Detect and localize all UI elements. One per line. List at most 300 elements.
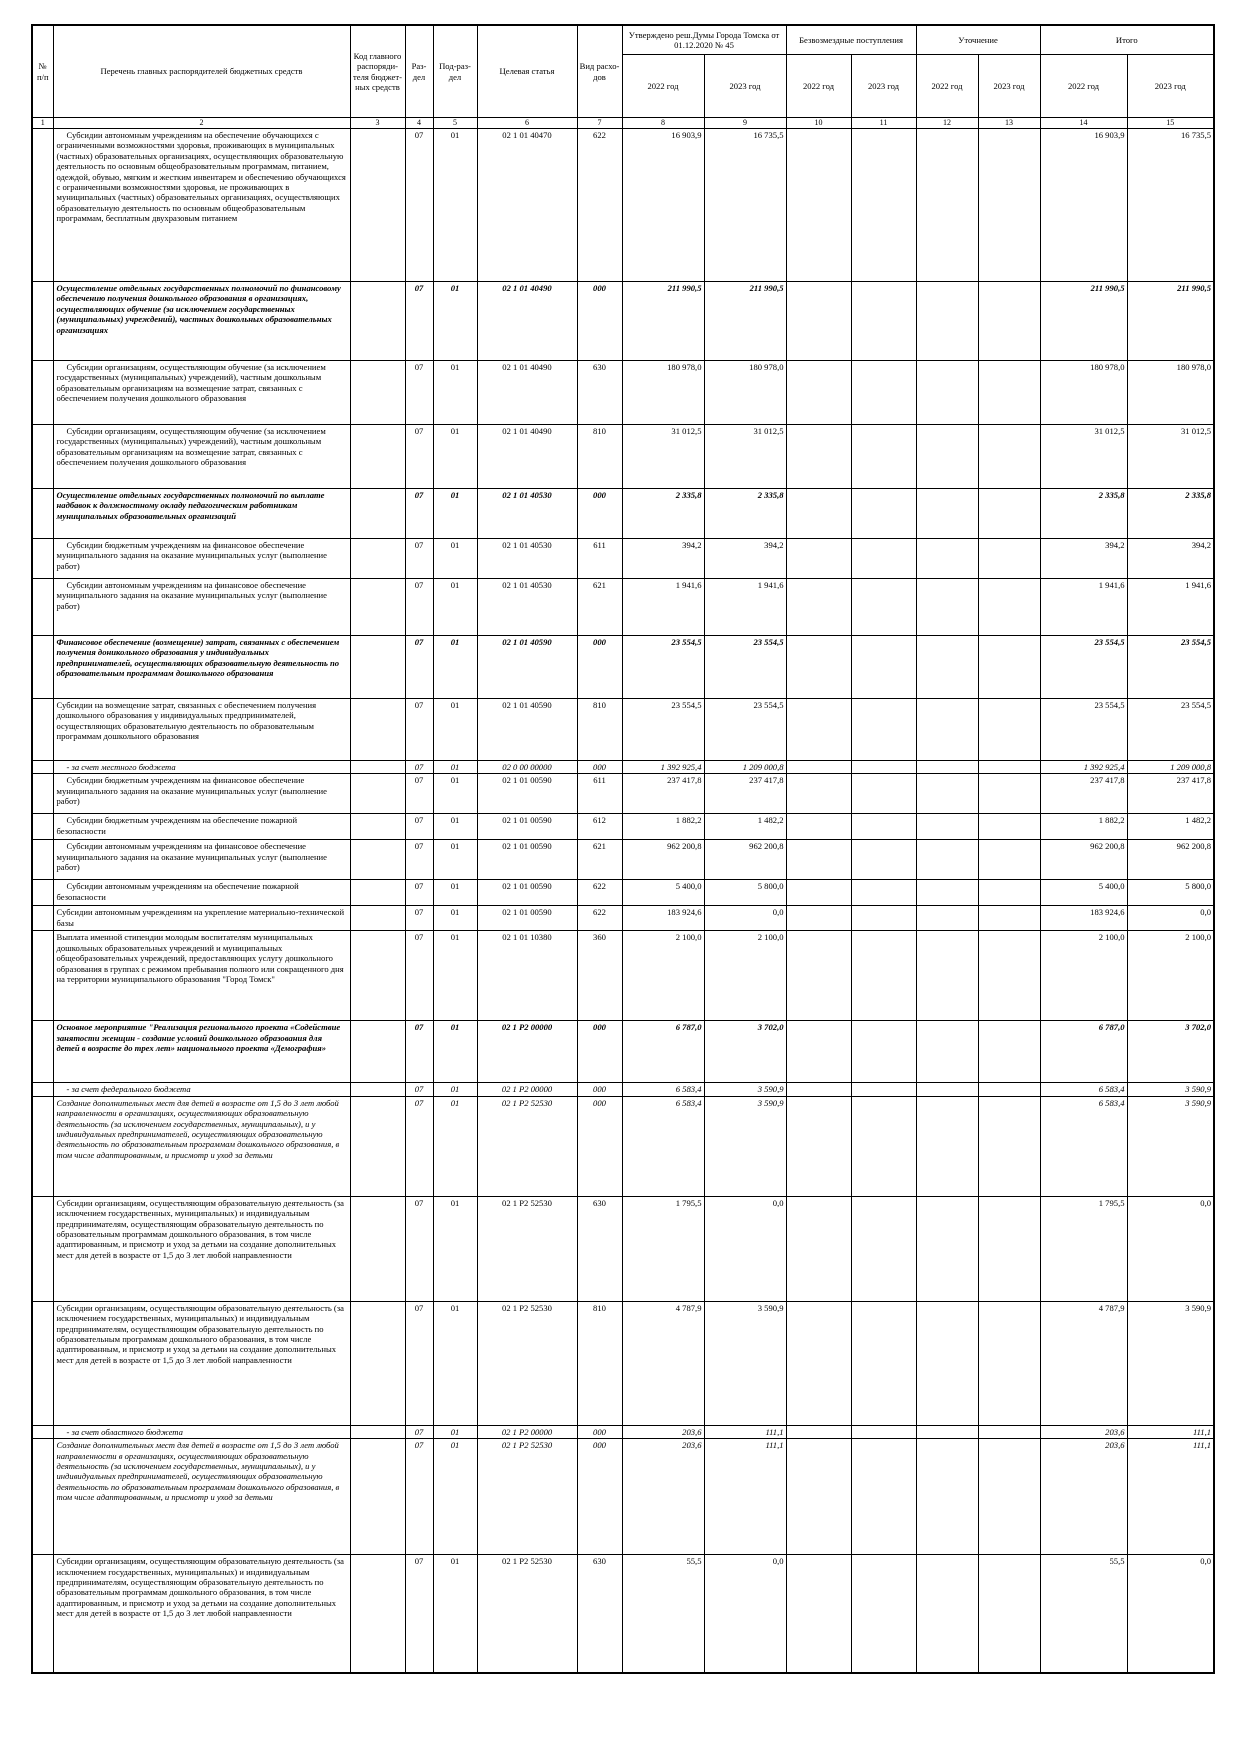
row-clarification-2022: [916, 636, 978, 699]
row-code: [350, 1021, 405, 1083]
row-total-2022: 6 583,4: [1040, 1096, 1127, 1196]
row-razdel: 07: [405, 636, 433, 699]
row-approved-2022: 55,5: [622, 1555, 704, 1673]
row-gratuitous-2022: [786, 425, 851, 489]
row-name: Субсидии организациям, осуществляющим образовательную деятельность (за исключением государственных, муниципальных) и индивидуальным предпринимателям, осуществляющим образовательную деятельность по образовательным программам дошкольного образования, в том числе адаптированным, и присмотр и уход за детьми на создание дополнительных мест для детей в возрасте от 1,5 до 3 лет любой направленности: [53, 1555, 350, 1673]
row-name: Субсидии автономным учреждениям на обеспечение пожарной безопасности: [53, 880, 350, 906]
row-name: - за счет областного бюджета: [53, 1425, 350, 1438]
table-row: [32, 489, 1214, 539]
row-total-2023: 1 209 000,8: [1127, 761, 1214, 774]
row-approved-2022: 180 978,0: [622, 361, 704, 425]
row-approved-2023: 2 335,8: [704, 489, 786, 539]
row-total-2022: 180 978,0: [1040, 361, 1127, 425]
row-name: Субсидии бюджетным учреждениям на обеспечение пожарной безопасности: [53, 814, 350, 840]
row-approved-2023: 180 978,0: [704, 361, 786, 425]
row-total-2023: 0,0: [1127, 906, 1214, 931]
row-podrazdel: 01: [433, 361, 477, 425]
row-clarification-2023: [978, 906, 1040, 931]
table-row: [32, 579, 1214, 636]
row-num: [32, 1021, 53, 1083]
row-total-2023: 16 735,5: [1127, 129, 1214, 282]
row-gratuitous-2022: [786, 1096, 851, 1196]
row-approved-2023: 0,0: [704, 1555, 786, 1673]
row-razdel: 07: [405, 579, 433, 636]
row-gratuitous-2022: [786, 539, 851, 579]
row-target: 02 1 P2 00000: [477, 1425, 577, 1438]
row-target: 02 1 01 40490: [477, 361, 577, 425]
row-approved-2022: 2 335,8: [622, 489, 704, 539]
header-clarification-2023: 2023 год: [978, 55, 1040, 118]
row-gratuitous-2023: [851, 1083, 916, 1096]
row-num: [32, 129, 53, 282]
header-total: Итого: [1040, 25, 1214, 55]
row-approved-2022: 16 903,9: [622, 129, 704, 282]
row-vid: 000: [577, 1083, 622, 1096]
column-number: 11: [851, 118, 916, 129]
row-total-2023: 2 335,8: [1127, 489, 1214, 539]
row-total-2023: 237 417,8: [1127, 774, 1214, 814]
budget-table-sheet: [31, 24, 1213, 1674]
table-body: [32, 129, 1214, 1673]
row-podrazdel: 01: [433, 774, 477, 814]
row-target: 02 1 01 00590: [477, 814, 577, 840]
row-clarification-2023: [978, 1096, 1040, 1196]
row-gratuitous-2023: [851, 1301, 916, 1425]
row-total-2023: 0,0: [1127, 1555, 1214, 1673]
row-num: [32, 539, 53, 579]
row-clarification-2022: [916, 774, 978, 814]
row-clarification-2022: [916, 906, 978, 931]
row-approved-2022: 31 012,5: [622, 425, 704, 489]
row-gratuitous-2022: [786, 1021, 851, 1083]
row-clarification-2023: [978, 699, 1040, 761]
row-podrazdel: 01: [433, 129, 477, 282]
row-total-2022: 23 554,5: [1040, 636, 1127, 699]
row-clarification-2023: [978, 880, 1040, 906]
row-total-2023: 23 554,5: [1127, 636, 1214, 699]
row-total-2022: 23 554,5: [1040, 699, 1127, 761]
header-vid: Вид расхо-дов: [577, 25, 622, 118]
row-gratuitous-2023: [851, 699, 916, 761]
row-clarification-2023: [978, 282, 1040, 361]
row-clarification-2022: [916, 840, 978, 880]
row-podrazdel: 01: [433, 1555, 477, 1673]
row-name: Субсидии организациям, осуществляющим обучение (за исключением государственных (муниципальных) учреждений), частным дошкольным образовательным организациям на возмещение затрат, связанных с обеспечением получения дошкольного образования: [53, 425, 350, 489]
header-razdel: Раз-дел: [405, 25, 433, 118]
row-target: 02 1 01 40490: [477, 425, 577, 489]
row-clarification-2022: [916, 1425, 978, 1438]
row-approved-2023: 111,1: [704, 1439, 786, 1555]
row-target: 02 1 01 00590: [477, 880, 577, 906]
row-code: [350, 699, 405, 761]
row-clarification-2022: [916, 814, 978, 840]
row-approved-2023: 16 735,5: [704, 129, 786, 282]
column-number: 3: [350, 118, 405, 129]
row-vid: 000: [577, 282, 622, 361]
row-clarification-2023: [978, 1196, 1040, 1301]
row-razdel: 07: [405, 1196, 433, 1301]
row-gratuitous-2023: [851, 1555, 916, 1673]
column-number: 1: [32, 118, 53, 129]
row-razdel: 07: [405, 539, 433, 579]
row-gratuitous-2022: [786, 761, 851, 774]
row-gratuitous-2023: [851, 129, 916, 282]
header-clarification: Уточнение: [916, 25, 1040, 55]
row-podrazdel: 01: [433, 1196, 477, 1301]
row-clarification-2022: [916, 1439, 978, 1555]
row-approved-2022: 203,6: [622, 1425, 704, 1438]
table-row: [32, 539, 1214, 579]
row-num: [32, 1196, 53, 1301]
row-gratuitous-2022: [786, 1425, 851, 1438]
row-total-2023: 2 100,0: [1127, 931, 1214, 1021]
row-gratuitous-2022: [786, 880, 851, 906]
row-approved-2023: 394,2: [704, 539, 786, 579]
row-podrazdel: 01: [433, 282, 477, 361]
row-clarification-2022: [916, 489, 978, 539]
row-name: Субсидии автономным учреждениям на обеспечение обучающихся с ограниченными возможностями здоровья, проживающих в муниципальных (частных) образовательных организациях, осуществляющих образовательную деятельность по основным общеобразовательным программам, питанием, одеждой, обувью, мягким и жестким инвентарем и обеспечению обучающихся с ограниченными возможностями здоровья, не проживающих в муниципальных (частных) образовательных организациях, осуществляющих образовательную деятельность по основным общеобразовательным программам, бесплатным двухразовым питанием: [53, 129, 350, 282]
row-razdel: 07: [405, 1083, 433, 1096]
table-row: [32, 425, 1214, 489]
row-vid: 000: [577, 636, 622, 699]
row-clarification-2022: [916, 1021, 978, 1083]
row-gratuitous-2023: [851, 761, 916, 774]
column-number: 14: [1040, 118, 1127, 129]
row-target: 02 1 01 40530: [477, 539, 577, 579]
row-approved-2023: 3 590,9: [704, 1301, 786, 1425]
row-name: Субсидии на возмещение затрат, связанных с обеспечением получения дошкольного образования у индивидуальных предпринимателей, осуществляющих образовательную деятельность по образовательным программам дошкольного образования: [53, 699, 350, 761]
row-total-2023: 111,1: [1127, 1425, 1214, 1438]
row-clarification-2022: [916, 761, 978, 774]
row-vid: 621: [577, 579, 622, 636]
row-clarification-2023: [978, 489, 1040, 539]
row-total-2022: 211 990,5: [1040, 282, 1127, 361]
row-razdel: 07: [405, 1555, 433, 1673]
row-total-2023: 1 482,2: [1127, 814, 1214, 840]
row-razdel: 07: [405, 1439, 433, 1555]
row-total-2022: 2 100,0: [1040, 931, 1127, 1021]
table-row: [32, 840, 1214, 880]
row-razdel: 07: [405, 425, 433, 489]
row-approved-2022: 23 554,5: [622, 699, 704, 761]
column-number: 7: [577, 118, 622, 129]
column-numbers-row: [32, 118, 1214, 129]
row-target: 02 1 01 40590: [477, 699, 577, 761]
row-razdel: 07: [405, 774, 433, 814]
row-num: [32, 1555, 53, 1673]
row-name: Основное мероприятие "Реализация регионального проекта «Содействие занятости женщин - создание условий дошкольного образования для детей в возрасте до трех лет» национального проекта «Демография»: [53, 1021, 350, 1083]
row-target: 02 1 01 00590: [477, 906, 577, 931]
row-total-2022: 962 200,8: [1040, 840, 1127, 880]
row-approved-2022: 6 583,4: [622, 1083, 704, 1096]
header-podrazdel: Под-раз-дел: [433, 25, 477, 118]
row-target: 02 1 01 40530: [477, 579, 577, 636]
row-vid: 611: [577, 774, 622, 814]
row-gratuitous-2022: [786, 814, 851, 840]
row-total-2022: 1 795,5: [1040, 1196, 1127, 1301]
row-razdel: 07: [405, 699, 433, 761]
row-approved-2023: 23 554,5: [704, 699, 786, 761]
table-row: [32, 282, 1214, 361]
row-gratuitous-2022: [786, 129, 851, 282]
row-razdel: 07: [405, 840, 433, 880]
row-num: [32, 814, 53, 840]
header-clarification-2022: 2022 год: [916, 55, 978, 118]
row-podrazdel: 01: [433, 489, 477, 539]
table-row: [32, 636, 1214, 699]
row-target: 02 1 01 40470: [477, 129, 577, 282]
row-clarification-2022: [916, 579, 978, 636]
row-approved-2022: 2 100,0: [622, 931, 704, 1021]
row-total-2023: 3 590,9: [1127, 1083, 1214, 1096]
row-name: Создание дополнительных мест для детей в возрасте от 1,5 до 3 лет любой направленности в организациях, осуществляющих образовательную деятельность (за исключением государственных, муниципальных), и у индивидуальных предпринимателей, осуществляющих образовательную деятельность по образовательным программам дошкольного образования, в том числе адаптированным, и присмотр и уход за детьми: [53, 1096, 350, 1196]
row-name: Субсидии автономным учреждениям на финансовое обеспечение муниципального задания на оказание муниципальных услуг (выполнение работ): [53, 579, 350, 636]
column-number: 6: [477, 118, 577, 129]
row-gratuitous-2023: [851, 361, 916, 425]
row-podrazdel: 01: [433, 906, 477, 931]
row-target: 02 1 01 00590: [477, 840, 577, 880]
column-number: 5: [433, 118, 477, 129]
table-row: [32, 1425, 1214, 1438]
row-total-2022: 203,6: [1040, 1439, 1127, 1555]
row-clarification-2023: [978, 761, 1040, 774]
row-total-2023: 3 702,0: [1127, 1021, 1214, 1083]
row-approved-2022: 1 392 925,4: [622, 761, 704, 774]
row-total-2023: 1 941,6: [1127, 579, 1214, 636]
table-row: [32, 1196, 1214, 1301]
row-total-2023: 180 978,0: [1127, 361, 1214, 425]
row-num: [32, 1096, 53, 1196]
row-total-2022: 4 787,9: [1040, 1301, 1127, 1425]
row-razdel: 07: [405, 931, 433, 1021]
row-gratuitous-2023: [851, 1425, 916, 1438]
row-gratuitous-2023: [851, 636, 916, 699]
row-total-2023: 3 590,9: [1127, 1096, 1214, 1196]
row-approved-2023: 962 200,8: [704, 840, 786, 880]
header-total-2022: 2022 год: [1040, 55, 1127, 118]
row-approved-2022: 211 990,5: [622, 282, 704, 361]
header-gratuitous-2023: 2023 год: [851, 55, 916, 118]
row-razdel: 07: [405, 880, 433, 906]
row-name: Субсидии бюджетным учреждениям на финансовое обеспечение муниципального задания на оказание муниципальных услуг (выполнение работ): [53, 774, 350, 814]
row-clarification-2023: [978, 425, 1040, 489]
row-code: [350, 489, 405, 539]
row-approved-2023: 111,1: [704, 1425, 786, 1438]
row-total-2023: 962 200,8: [1127, 840, 1214, 880]
row-gratuitous-2023: [851, 425, 916, 489]
row-razdel: 07: [405, 1301, 433, 1425]
row-total-2022: 1 392 925,4: [1040, 761, 1127, 774]
column-number: 12: [916, 118, 978, 129]
row-gratuitous-2023: [851, 489, 916, 539]
table-row: [32, 761, 1214, 774]
row-podrazdel: 01: [433, 636, 477, 699]
row-target: 02 1 01 00590: [477, 774, 577, 814]
row-vid: 000: [577, 1439, 622, 1555]
row-clarification-2022: [916, 931, 978, 1021]
row-gratuitous-2023: [851, 1021, 916, 1083]
table-row: [32, 906, 1214, 931]
row-podrazdel: 01: [433, 425, 477, 489]
row-vid: 000: [577, 1021, 622, 1083]
row-podrazdel: 01: [433, 1425, 477, 1438]
row-target: 02 1 P2 00000: [477, 1021, 577, 1083]
row-approved-2023: 5 800,0: [704, 880, 786, 906]
header-total-2023: 2023 год: [1127, 55, 1214, 118]
row-vid: 622: [577, 880, 622, 906]
row-gratuitous-2023: [851, 1439, 916, 1555]
row-approved-2023: 1 482,2: [704, 814, 786, 840]
row-approved-2022: 962 200,8: [622, 840, 704, 880]
row-num: [32, 931, 53, 1021]
row-approved-2023: 31 012,5: [704, 425, 786, 489]
header-approved-2023: 2023 год: [704, 55, 786, 118]
row-clarification-2023: [978, 129, 1040, 282]
row-target: 02 0 00 00000: [477, 761, 577, 774]
row-target: 02 1 01 10380: [477, 931, 577, 1021]
column-number: 2: [53, 118, 350, 129]
row-vid: 000: [577, 1096, 622, 1196]
row-vid: 630: [577, 1196, 622, 1301]
row-approved-2023: 2 100,0: [704, 931, 786, 1021]
row-gratuitous-2022: [786, 906, 851, 931]
table-row: [32, 1083, 1214, 1096]
row-code: [350, 931, 405, 1021]
row-name: Субсидии бюджетным учреждениям на финансовое обеспечение муниципального задания на оказание муниципальных услуг (выполнение работ): [53, 539, 350, 579]
row-name: Выплата именной стипендии молодым воспитателям муниципальных дошкольных образовательных учреждений и муниципальных общеобразовательных учреждений, предоставляющих услугу дошкольного образования в группах с режимом пребывания полного или сокращенного дня на территории муниципального образования "Город Томск": [53, 931, 350, 1021]
row-approved-2023: 211 990,5: [704, 282, 786, 361]
row-razdel: 07: [405, 906, 433, 931]
row-razdel: 07: [405, 361, 433, 425]
row-code: [350, 880, 405, 906]
row-podrazdel: 01: [433, 699, 477, 761]
row-podrazdel: 01: [433, 539, 477, 579]
table-row: [32, 1021, 1214, 1083]
row-clarification-2022: [916, 1555, 978, 1673]
column-number: 8: [622, 118, 704, 129]
row-name: Создание дополнительных мест для детей в возрасте от 1,5 до 3 лет любой направленности в организациях, осуществляющих образовательную деятельность (за исключением государственных, муниципальных), и у индивидуальных предпринимателей, осуществляющих образовательную деятельность по образовательным программам дошкольного образования, в том числе адаптированным, и присмотр и уход за детьми: [53, 1439, 350, 1555]
row-podrazdel: 01: [433, 1301, 477, 1425]
row-code: [350, 774, 405, 814]
row-vid: 810: [577, 425, 622, 489]
table-row: [32, 129, 1214, 282]
row-clarification-2022: [916, 425, 978, 489]
column-number: 10: [786, 118, 851, 129]
row-gratuitous-2023: [851, 774, 916, 814]
column-number: 9: [704, 118, 786, 129]
row-num: [32, 774, 53, 814]
row-total-2023: 5 800,0: [1127, 880, 1214, 906]
row-code: [350, 1301, 405, 1425]
row-gratuitous-2023: [851, 931, 916, 1021]
row-num: [32, 489, 53, 539]
row-vid: 630: [577, 1555, 622, 1673]
row-podrazdel: 01: [433, 1021, 477, 1083]
row-num: [32, 425, 53, 489]
row-num: [32, 906, 53, 931]
header-gratuitous-2022: 2022 год: [786, 55, 851, 118]
row-approved-2023: 3 702,0: [704, 1021, 786, 1083]
row-approved-2022: 6 787,0: [622, 1021, 704, 1083]
row-approved-2023: 0,0: [704, 906, 786, 931]
row-total-2023: 0,0: [1127, 1196, 1214, 1301]
row-gratuitous-2022: [786, 931, 851, 1021]
row-gratuitous-2022: [786, 699, 851, 761]
row-gratuitous-2022: [786, 636, 851, 699]
row-target: 02 1 P2 52530: [477, 1196, 577, 1301]
row-vid: 630: [577, 361, 622, 425]
row-gratuitous-2022: [786, 1196, 851, 1301]
row-clarification-2023: [978, 774, 1040, 814]
row-num: [32, 361, 53, 425]
row-num: [32, 1439, 53, 1555]
row-num: [32, 282, 53, 361]
row-code: [350, 579, 405, 636]
row-clarification-2022: [916, 880, 978, 906]
row-gratuitous-2022: [786, 489, 851, 539]
row-name: Осуществление отдельных государственных полномочий по финансовому обеспечению получения дошкольного образования в организациях, осуществляющих обучение (за исключением государственных (муниципальных) учреждений), частных дошкольных образовательных организациях: [53, 282, 350, 361]
row-approved-2022: 1 941,6: [622, 579, 704, 636]
row-podrazdel: 01: [433, 931, 477, 1021]
row-clarification-2022: [916, 539, 978, 579]
row-approved-2022: 5 400,0: [622, 880, 704, 906]
row-target: 02 1 01 40590: [477, 636, 577, 699]
header-approved: Утверждено реш.Думы Города Томска от 01.12.2020 № 45: [622, 25, 786, 55]
row-code: [350, 1083, 405, 1096]
row-code: [350, 840, 405, 880]
row-total-2022: 1 882,2: [1040, 814, 1127, 840]
row-total-2022: 16 903,9: [1040, 129, 1127, 282]
row-clarification-2023: [978, 1555, 1040, 1673]
row-total-2022: 394,2: [1040, 539, 1127, 579]
row-approved-2022: 183 924,6: [622, 906, 704, 931]
row-vid: 611: [577, 539, 622, 579]
table-row: [32, 1301, 1214, 1425]
row-total-2022: 6 583,4: [1040, 1083, 1127, 1096]
row-code: [350, 1555, 405, 1673]
row-num: [32, 1083, 53, 1096]
row-razdel: 07: [405, 489, 433, 539]
row-approved-2023: 23 554,5: [704, 636, 786, 699]
row-code: [350, 539, 405, 579]
budget-table: [31, 24, 1215, 1674]
row-total-2023: 211 990,5: [1127, 282, 1214, 361]
row-gratuitous-2022: [786, 774, 851, 814]
row-name: Субсидии автономным учреждениям на укрепление материально-технической базы: [53, 906, 350, 931]
row-clarification-2023: [978, 361, 1040, 425]
row-name: Субсидии организациям, осуществляющим образовательную деятельность (за исключением государственных, муниципальных) и индивидуальным предпринимателям, осуществляющим образовательную деятельность по образовательным программам дошкольного образования, в том числе адаптированным, и присмотр и уход за детьми на создание дополнительных мест для детей в возрасте от 1,5 до 3 лет любой направленности: [53, 1301, 350, 1425]
row-clarification-2023: [978, 539, 1040, 579]
row-gratuitous-2023: [851, 282, 916, 361]
row-vid: 622: [577, 906, 622, 931]
row-podrazdel: 01: [433, 880, 477, 906]
row-name: Осуществление отдельных государственных полномочий по выплате надбавок к должностному окладу педагогическим работникам муниципальных образовательных организаций: [53, 489, 350, 539]
row-approved-2022: 237 417,8: [622, 774, 704, 814]
row-clarification-2023: [978, 840, 1040, 880]
row-clarification-2023: [978, 1425, 1040, 1438]
row-approved-2022: 1 795,5: [622, 1196, 704, 1301]
table-row: [32, 880, 1214, 906]
row-total-2022: 6 787,0: [1040, 1021, 1127, 1083]
row-vid: 360: [577, 931, 622, 1021]
row-gratuitous-2022: [786, 1301, 851, 1425]
row-clarification-2023: [978, 579, 1040, 636]
header-gratuitous: Безвозмездные поступления: [786, 25, 916, 55]
row-gratuitous-2022: [786, 1439, 851, 1555]
row-code: [350, 761, 405, 774]
table-row: [32, 1096, 1214, 1196]
row-num: [32, 636, 53, 699]
